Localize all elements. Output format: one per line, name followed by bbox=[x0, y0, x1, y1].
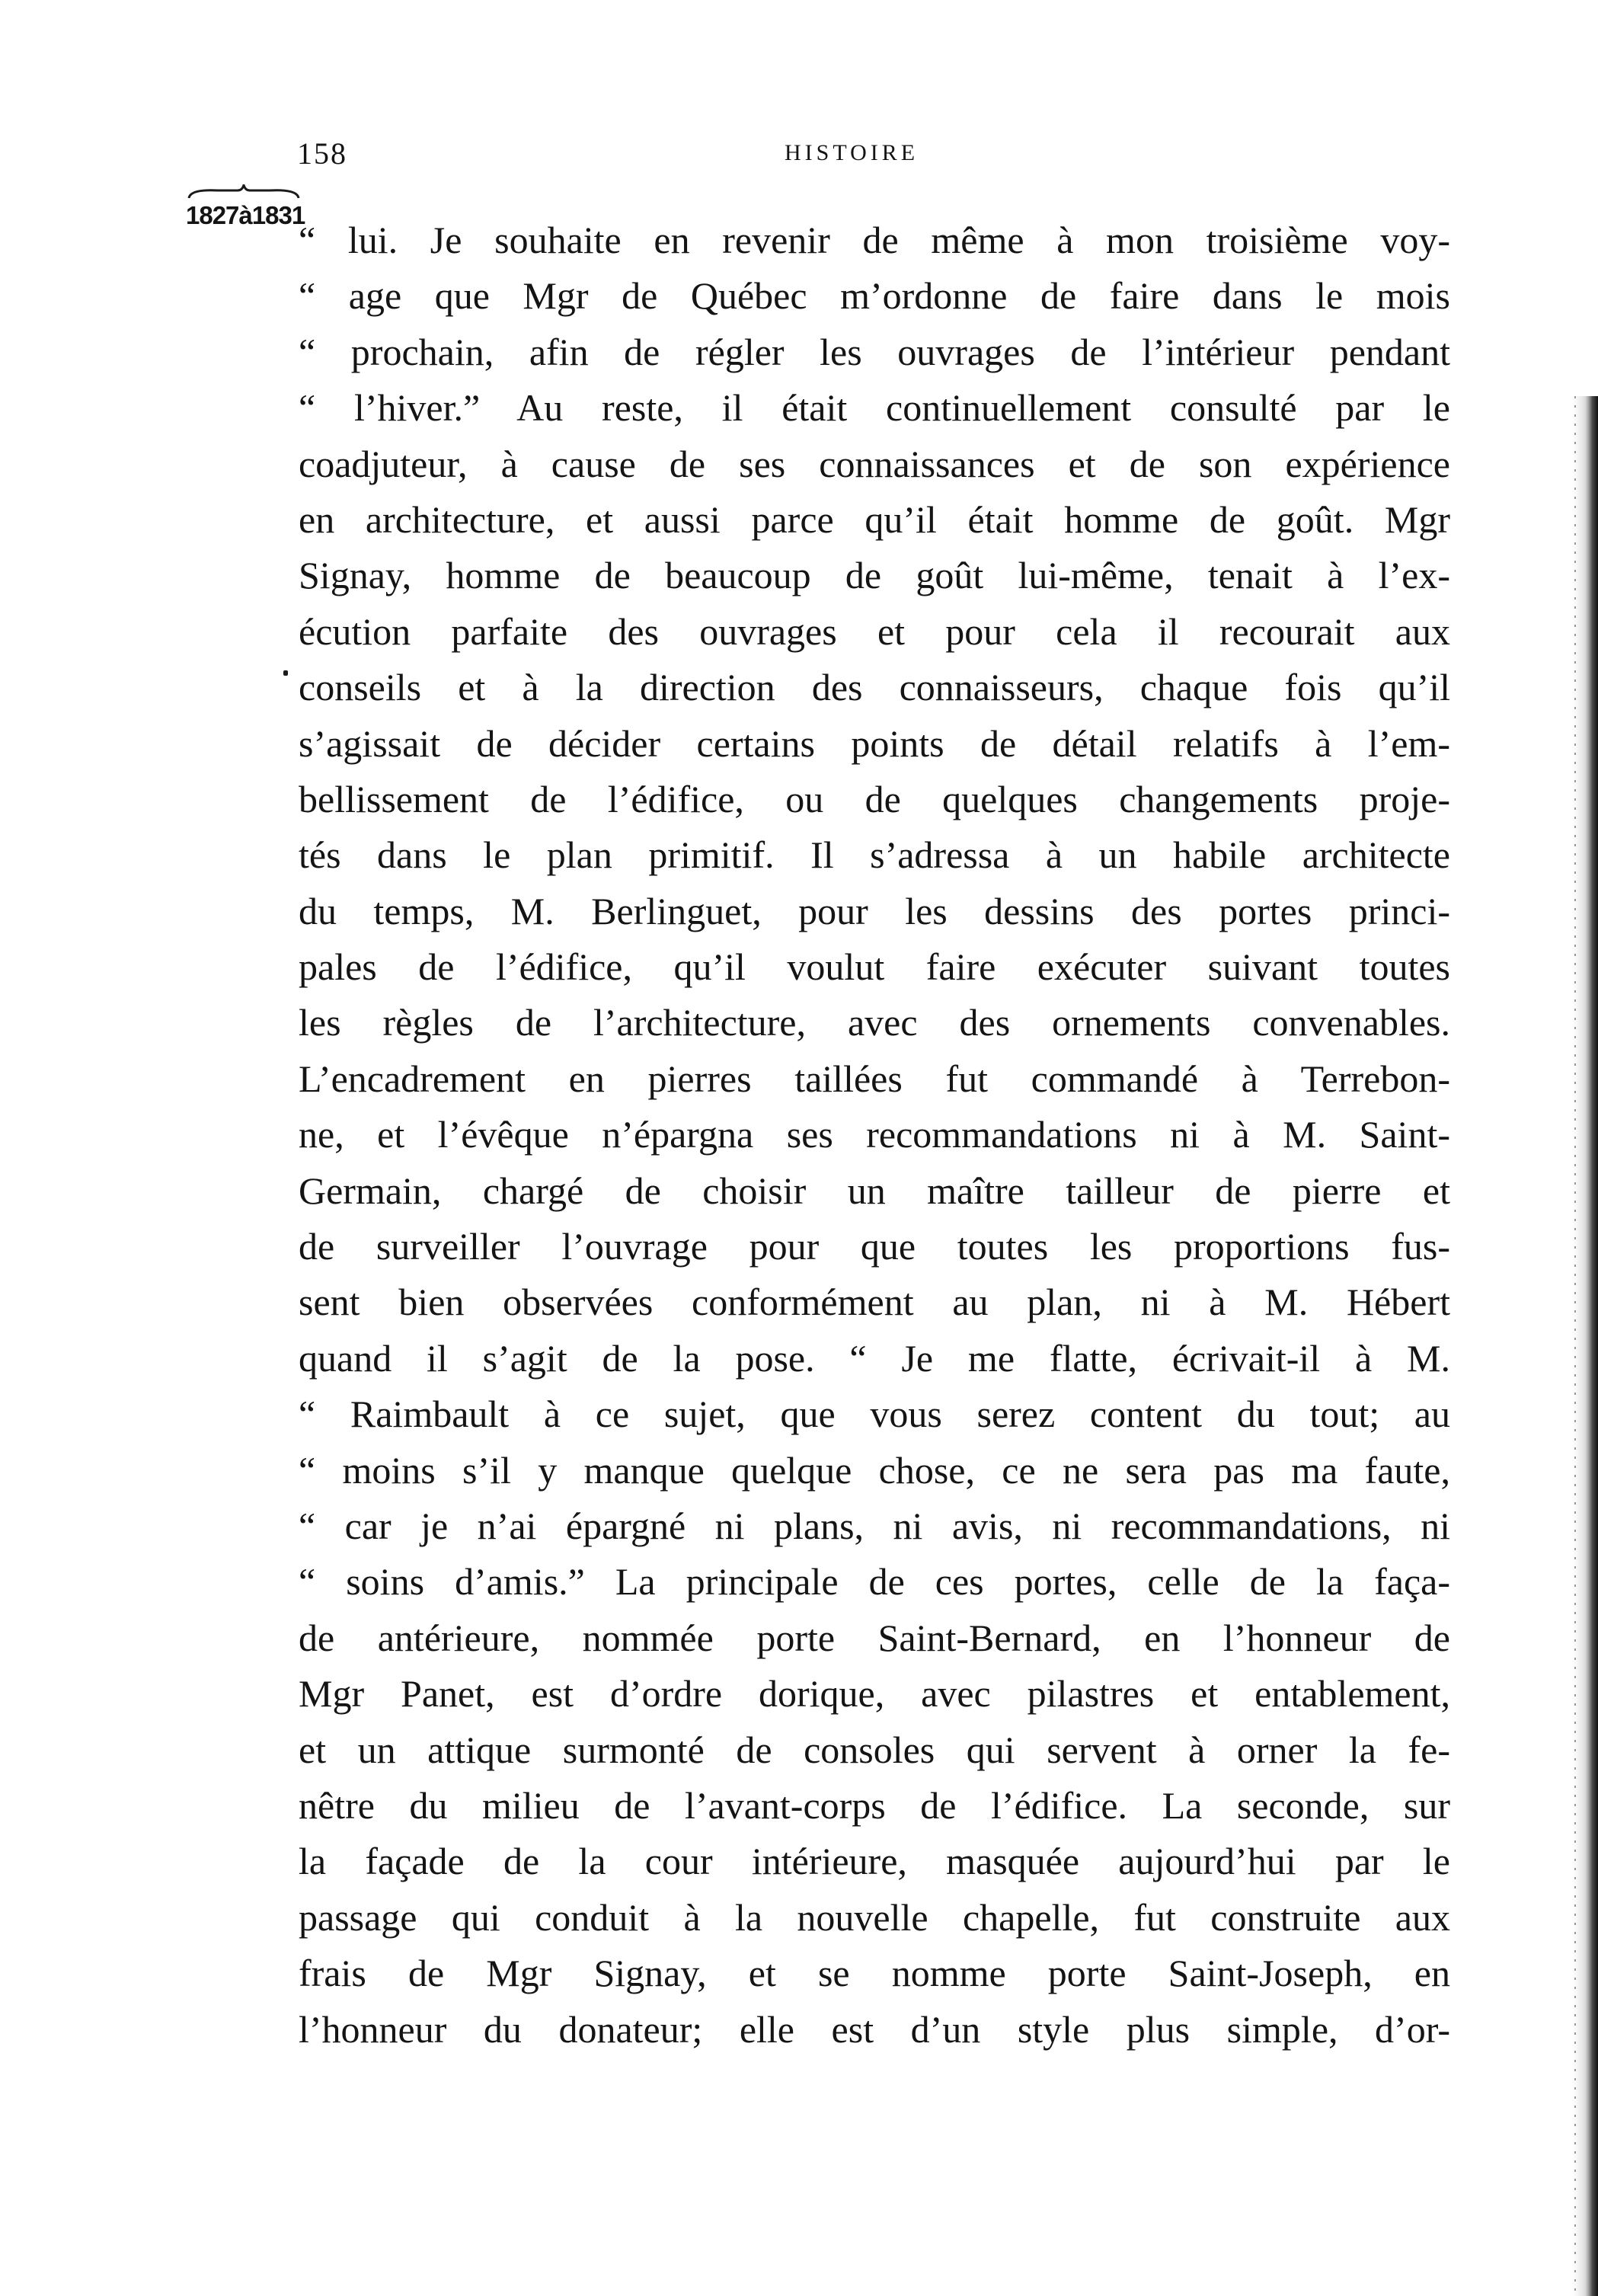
text-line: en architecture, et aussi parce qu’il était homme de goût. Mgr bbox=[299, 497, 1450, 541]
text-line: frais de Mgr Signay, et se nomme porte Saint-Joseph, en bbox=[299, 1952, 1450, 1995]
text-line: sent bien observées conformément au plan, ni à M. Hébert bbox=[299, 1281, 1450, 1324]
running-head bbox=[297, 136, 1455, 181]
text-line: “ age que Mgr de Québec m’ordonne de faire dans le mois bbox=[299, 274, 1450, 318]
page-edge-shadow bbox=[1569, 396, 1598, 2296]
ink-speck bbox=[283, 670, 288, 676]
text-line: s’agissait de décider certains points de détail relatifs à l’em- bbox=[299, 721, 1450, 765]
text-line: “ prochain, afin de régler les ouvrages de l’intérieur pendant bbox=[299, 330, 1450, 373]
text-line: “ moins s’il y manque quelque chose, ce ne sera pas ma faute, bbox=[299, 1448, 1450, 1492]
text-line: quand il s’agit de la pose. “ Je me flatte, écrivait-il à M. bbox=[299, 1336, 1450, 1380]
margin-date-note bbox=[186, 201, 305, 230]
text-line: les règles de l’architecture, avec des ornements convenables. bbox=[299, 1001, 1450, 1044]
text-line: L’encadrement en pierres taillées fut commandé à Terrebon- bbox=[299, 1057, 1450, 1100]
text-line: l’honneur du donateur; elle est d’un style plus simple, d’or- bbox=[299, 2007, 1450, 2051]
text-line: Mgr Panet, est d’ordre dorique, avec pilastres et entablement, bbox=[299, 1672, 1450, 1716]
text-line: de antérieure, nommée porte Saint-Bernard, en l’honneur de bbox=[299, 1616, 1450, 1659]
page-number: 158 bbox=[297, 136, 347, 171]
text-line: Signay, homme de beaucoup de goût lui-même, tenait à l’ex- bbox=[299, 554, 1450, 597]
text-line: “ car je n’ai épargné ni plans, ni avis, ni recommandations, ni bbox=[299, 1504, 1450, 1547]
text-line: conseils et à la direction des connaisseurs, chaque fois qu’il bbox=[299, 666, 1450, 709]
text-line: passage qui conduit à la nouvelle chapelle, fut construite aux bbox=[299, 1895, 1450, 1939]
text-line: bellissement de l’édifice, ou de quelques changements proje- bbox=[299, 777, 1450, 820]
body-text bbox=[299, 213, 1450, 2058]
text-line: ne, et l’évêque n’épargna ses recommandations ni à M. Saint- bbox=[299, 1113, 1450, 1156]
text-line: écution parfaite des ouvrages et pour cela il recourait aux bbox=[299, 609, 1450, 653]
text-line: “ Raimbault à ce sujet, que vous serez content du tout; au bbox=[299, 1393, 1450, 1436]
text-line: Germain, chargé de choisir un maître tailleur de pierre et bbox=[299, 1169, 1450, 1212]
text-line: nêtre du milieu de l’avant-corps de l’édifice. La seconde, sur bbox=[299, 1783, 1450, 1827]
text-line: “ soins d’amis.” La principale de ces portes, celle de la faça- bbox=[299, 1560, 1450, 1604]
text-line: coadjuteur, à cause de ses connaissances et de son expérience bbox=[299, 442, 1450, 485]
text-line: “ lui. Je souhaite en revenir de même à mon troisième voy- bbox=[299, 219, 1450, 261]
text-line: de surveiller l’ouvrage pour que toutes les proportions fus- bbox=[299, 1225, 1450, 1268]
text-line: “ l’hiver.” Au reste, il était continuellement consulté par le bbox=[299, 386, 1450, 430]
margin-date-text: 1827à1831 bbox=[186, 201, 305, 229]
text-line: tés dans le plan primitif. Il s’adressa à un habile architecte bbox=[299, 833, 1450, 877]
running-title: HISTOIRE bbox=[785, 140, 919, 165]
brace-mark-icon bbox=[187, 184, 300, 200]
text-line: du temps, M. Berlinguet, pour les dessins des portes princi- bbox=[299, 889, 1450, 932]
text-line: pales de l’édifice, qu’il voulut faire exécuter suivant toutes bbox=[299, 945, 1450, 989]
text-line: et un attique surmonté de consoles qui servent à orner la fe- bbox=[299, 1728, 1450, 1771]
text-line: la façade de la cour intérieure, masquée aujourd’hui par le bbox=[299, 1840, 1450, 1883]
